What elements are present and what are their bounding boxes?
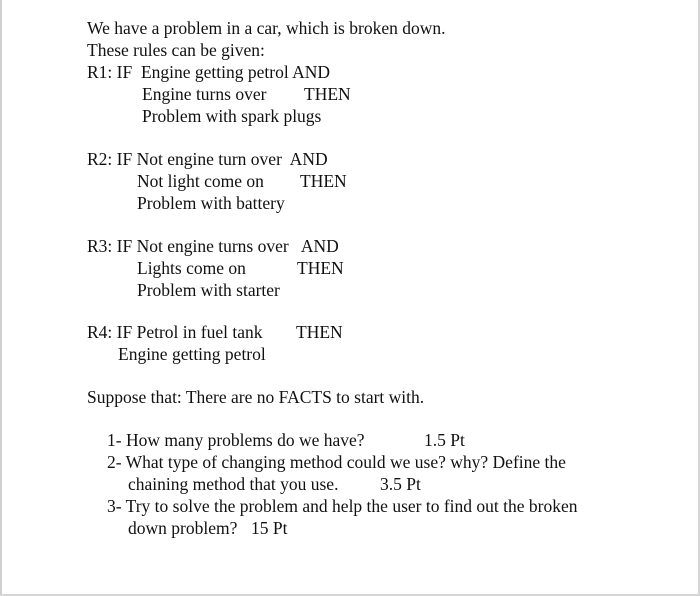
rule-r2-condition-2: Not light come on	[137, 171, 264, 191]
question-3: 3- Try to solve the problem and help the user to find out the broken	[107, 496, 578, 516]
rule-r1-condition: R1: IF Engine getting petrol AND	[87, 62, 331, 82]
rule-r2-conclusion: Problem with battery	[137, 193, 285, 213]
rule-r2-then: THEN	[300, 171, 347, 191]
rule-r1-then: THEN	[304, 84, 351, 104]
question-2: 2- What type of changing method could we use? why? Define the	[107, 452, 566, 472]
rule-r3-condition: R3: IF Not engine turns over AND	[87, 236, 339, 256]
question-2-continued: chaining method that you use.	[128, 474, 339, 494]
question-1: 1- How many problems do we have?	[107, 430, 365, 450]
intro-line-1: We have a problem in a car, which is broken down.	[87, 18, 446, 38]
rule-r2-condition: R2: IF Not engine turn over AND	[87, 149, 328, 169]
rule-r4-conclusion: Engine getting petrol	[118, 344, 266, 364]
rule-r3-condition-2: Lights come on	[137, 258, 246, 278]
rule-r1-conclusion: Problem with spark plugs	[142, 106, 322, 126]
question-1-points: 1.5 Pt	[424, 430, 465, 450]
rule-r3-conclusion: Problem with starter	[137, 280, 280, 300]
rule-r4-condition: R4: IF Petrol in fuel tank	[87, 322, 263, 342]
rule-r3-then: THEN	[297, 258, 344, 278]
question-2-points: 3.5 Pt	[380, 474, 421, 494]
question-3-points: 15 Pt	[251, 518, 288, 538]
rule-r1-condition-2: Engine turns over	[142, 84, 267, 104]
question-3-continued: down problem?	[128, 518, 238, 538]
suppose-statement: Suppose that: There are no FACTS to start with.	[87, 387, 425, 407]
rule-r4-then: THEN	[296, 322, 343, 342]
intro-line-2: These rules can be given:	[87, 40, 265, 60]
